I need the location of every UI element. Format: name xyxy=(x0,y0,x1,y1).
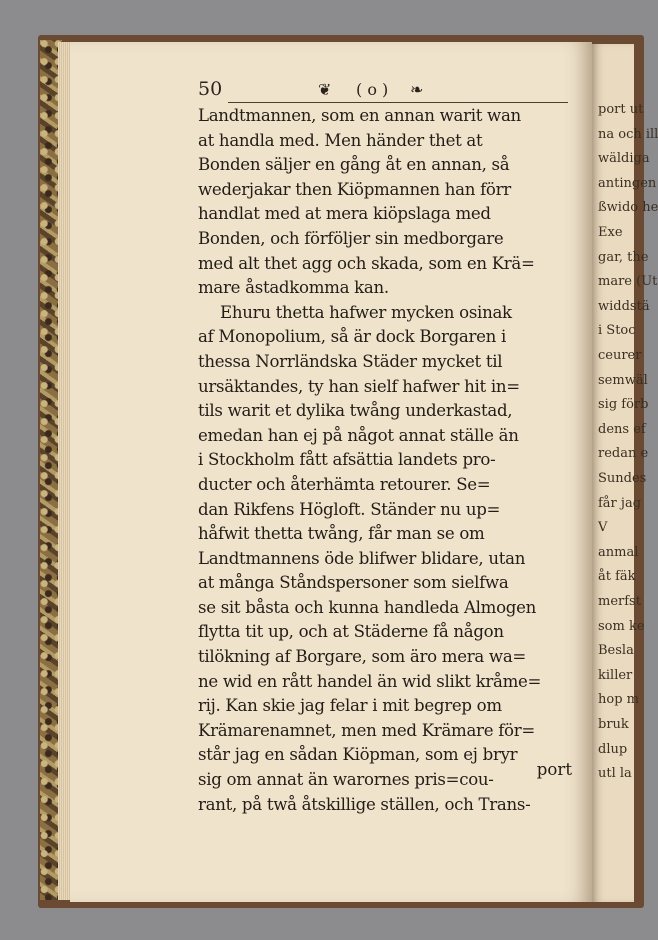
next-page-text-fragment: gar, the xyxy=(598,249,649,265)
next-page-text-fragment: ceurer xyxy=(598,348,642,363)
page-header xyxy=(198,78,568,102)
next-page-text-fragment: killer xyxy=(598,667,633,683)
text-line: Landtmannen, som en annan warit wan xyxy=(198,106,521,125)
next-page-text-fragment: semwäl xyxy=(598,372,648,388)
text-line: sig om annat än warornes pris=cou- xyxy=(198,770,494,790)
ornament-center: ( o ) xyxy=(356,80,389,99)
next-page-text-fragment: antingen xyxy=(598,175,657,191)
next-page-text-fragment: sig förb xyxy=(598,397,649,413)
page-number: 50 xyxy=(198,78,223,100)
text-line: ducter och återhämta retourer. Se= xyxy=(198,474,491,494)
ornament-left-icon: ❦ xyxy=(318,80,332,99)
next-page-text-fragment: dens ef xyxy=(598,421,646,437)
next-page-text-fragment: Sundes xyxy=(598,471,647,486)
next-page-text-fragment: åt fäk xyxy=(598,569,636,585)
body-text xyxy=(198,104,572,817)
text-line: står jag en sådan Kiöpman, som ej bryr xyxy=(198,745,518,765)
text-line: ursäktandes, ty han sielf hafwer hit in= xyxy=(198,376,520,396)
text-line: tilökning af Borgare, som äro mera wa= xyxy=(198,647,527,667)
next-page-text-fragment: V xyxy=(598,520,608,536)
text-line: ne wid en rått handel än wid slikt kråme= xyxy=(198,671,542,691)
next-page-text-fragment: Besla xyxy=(598,643,634,659)
text-line: tils warit et dylika twång underkastad, xyxy=(198,401,513,421)
text-line: handlat med at mera kiöpslaga med xyxy=(198,204,491,224)
text-line: Krämarenamnet, men med Krämare för= xyxy=(198,720,535,740)
ornament-right-icon: ❧ xyxy=(410,80,424,99)
text-line: rij. Kan skie jag felar i mit begrep om xyxy=(198,696,502,716)
next-page-text-fragment: som ke xyxy=(598,618,645,634)
text-line: Landtmannens öde blifwer blidare, utan xyxy=(198,548,526,568)
text-line: med alt thet agg och skada, som en Krä= xyxy=(198,253,535,273)
next-page-text-fragment: merfst xyxy=(598,594,641,609)
next-page-text-fragment: na och ill xyxy=(598,126,658,142)
next-page-text-fragment: dlup xyxy=(598,741,628,757)
next-page-text-fragment: får jag xyxy=(598,495,642,511)
text-line: emedan han ej på något annat ställe än xyxy=(198,425,519,445)
catchword: port xyxy=(536,760,572,779)
text-line: dan Rikfens Högloft. Ständer nu up= xyxy=(198,499,501,519)
text-line: flytta tit up, och at Städerne få någon xyxy=(198,622,504,642)
text-line: thessa Norrländska Städer mycket til xyxy=(198,351,503,371)
next-page-text-fragment: mare (Ut xyxy=(598,274,658,290)
text-line: mare åstadkomma kan. xyxy=(198,278,389,298)
paragraph-start-line: Ehuru thetta hafwer mycken osinak xyxy=(220,302,512,322)
next-page-fragment xyxy=(592,44,658,902)
next-page-text-fragment: bruk xyxy=(598,717,629,732)
text-line: at många Ståndspersoner som sielfwa xyxy=(198,573,509,593)
text-line: i Stockholm fått afsättia landets pro- xyxy=(198,450,496,470)
next-page-text-fragment: utl la xyxy=(598,766,632,782)
next-page-text-fragment: widdstä xyxy=(598,298,650,314)
next-page-text-fragment: redan e xyxy=(598,446,649,462)
next-page-text-fragment: port ut xyxy=(598,102,644,117)
next-page-text-fragment: wäldiga xyxy=(598,151,650,167)
header-rule xyxy=(228,102,568,103)
text-line: Bonden säljer en gång åt en annan, så xyxy=(198,155,510,175)
next-page-text-fragment: hop m xyxy=(598,692,639,708)
text-line: se sit båsta och kunna handleda Almogen xyxy=(198,597,537,617)
next-page-text-fragment: Exe xyxy=(598,225,623,240)
text-line: Bonden, och förföljer sin medborgare xyxy=(198,228,504,248)
text-line: håfwit thetta twång, får man se om xyxy=(198,524,485,544)
text-line: wederjakar then Kiöpmannen han förr xyxy=(198,179,511,199)
text-line: at handla med. Men händer thet at xyxy=(198,130,483,150)
text-line: rant, på twå åtskillige ställen, och Trans- xyxy=(198,794,531,814)
next-page-text-fragment: i Stoc xyxy=(598,323,636,339)
next-page-text-fragment: ßwido he xyxy=(598,200,658,216)
next-page-text-fragment: anmal xyxy=(598,544,639,560)
text-line: af Monopolium, så är dock Borgaren i xyxy=(198,327,507,347)
